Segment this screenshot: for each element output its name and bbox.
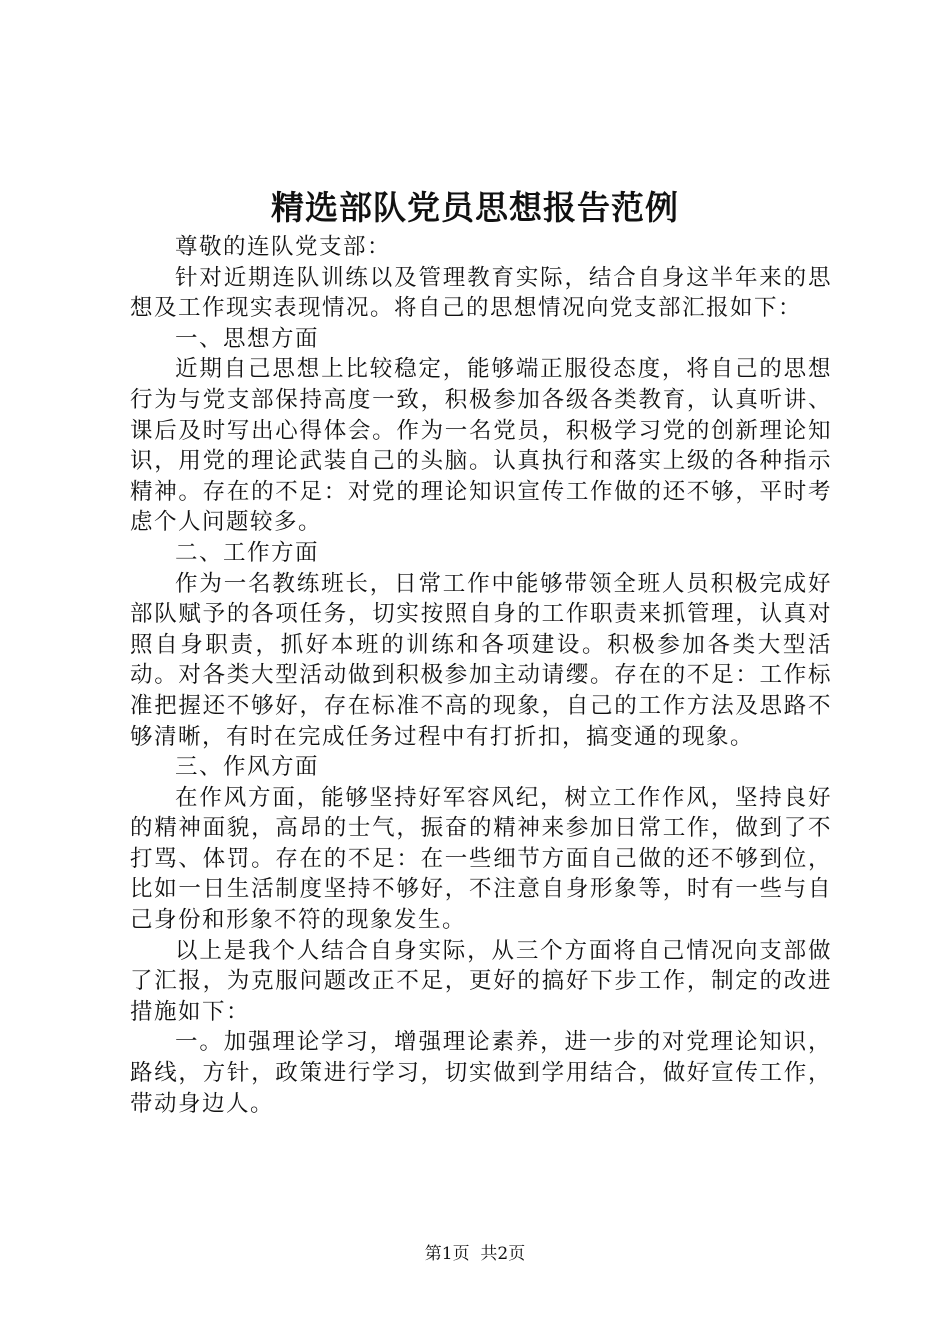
paragraph-work: 作为一名教练班长，日常工作中能够带领全班人员积极完成好部队赋予的各项任务，切实按照自身的工作职责来抓管理，认真对照自身职责，抓好本班的训练和各项建设。积极参加各类大型活动。对各类大型活动做到积极参加主动请缨。存在的不足：工作标准把握还不够好，存在标准不高的现象，自己的工作方法及思路不够清晰，有时在完成任务过程中有打折扣，搞变通的现象。	[130, 570, 832, 750]
paragraph-style: 在作风方面，能够坚持好军容风纪，树立工作作风，坚持良好的精神面貌，高昂的士气，振奋的精神来参加日常工作，做到了不打骂、体罚。存在的不足：在一些细节方面自己做的还不够到位，比如一日生活制度坚持不够好，不注意自身形象等，时有一些与自己身份和形象不符的现象发生。	[130, 784, 832, 934]
paragraph-intro: 针对近期连队训练以及管理教育实际，结合自身这半年来的思想及工作现实表现情况。将自己的思想情况向党支部汇报如下：	[130, 264, 832, 322]
page-number: 第1页	[424, 1244, 470, 1264]
paragraph-thought: 近期自己思想上比较稳定，能够端正服役态度，将自己的思想行为与党支部保持高度一致，积极参加各级各类教育，认真听讲、课后及时写出心得体会。作为一名党员，积极学习党的创新理论知识，用党的理论武装自己的头脑。认真执行和落实上级的各种指示精神。存在的不足：对党的理论知识宣传工作做的还不够，平时考虑个人问题较多。	[130, 356, 832, 536]
section-heading-style: 三、作风方面	[175, 754, 320, 781]
paragraph-measure-1: 一。加强理论学习，增强理论素养，进一步的对党理论知识，路线，方针，政策进行学习，切实做到学用结合，做好宣传工作，带动身边人。	[130, 1029, 832, 1117]
paragraph-salutation: 尊敬的连队党支部：	[175, 234, 392, 260]
page-total: 共2页	[480, 1244, 526, 1264]
page-footer	[0, 1243, 950, 1265]
document-title: 精选部队党员思想报告范例	[271, 188, 679, 227]
section-heading-work: 二、工作方面	[175, 539, 320, 566]
section-heading-thought: 一、思想方面	[175, 325, 320, 352]
paragraph-summary: 以上是我个人结合自身实际，从三个方面将自己情况向支部做了汇报，为克服问题改正不足，更好的搞好下步工作，制定的改进措施如下：	[130, 937, 832, 1025]
document-body	[130, 232, 832, 1119]
